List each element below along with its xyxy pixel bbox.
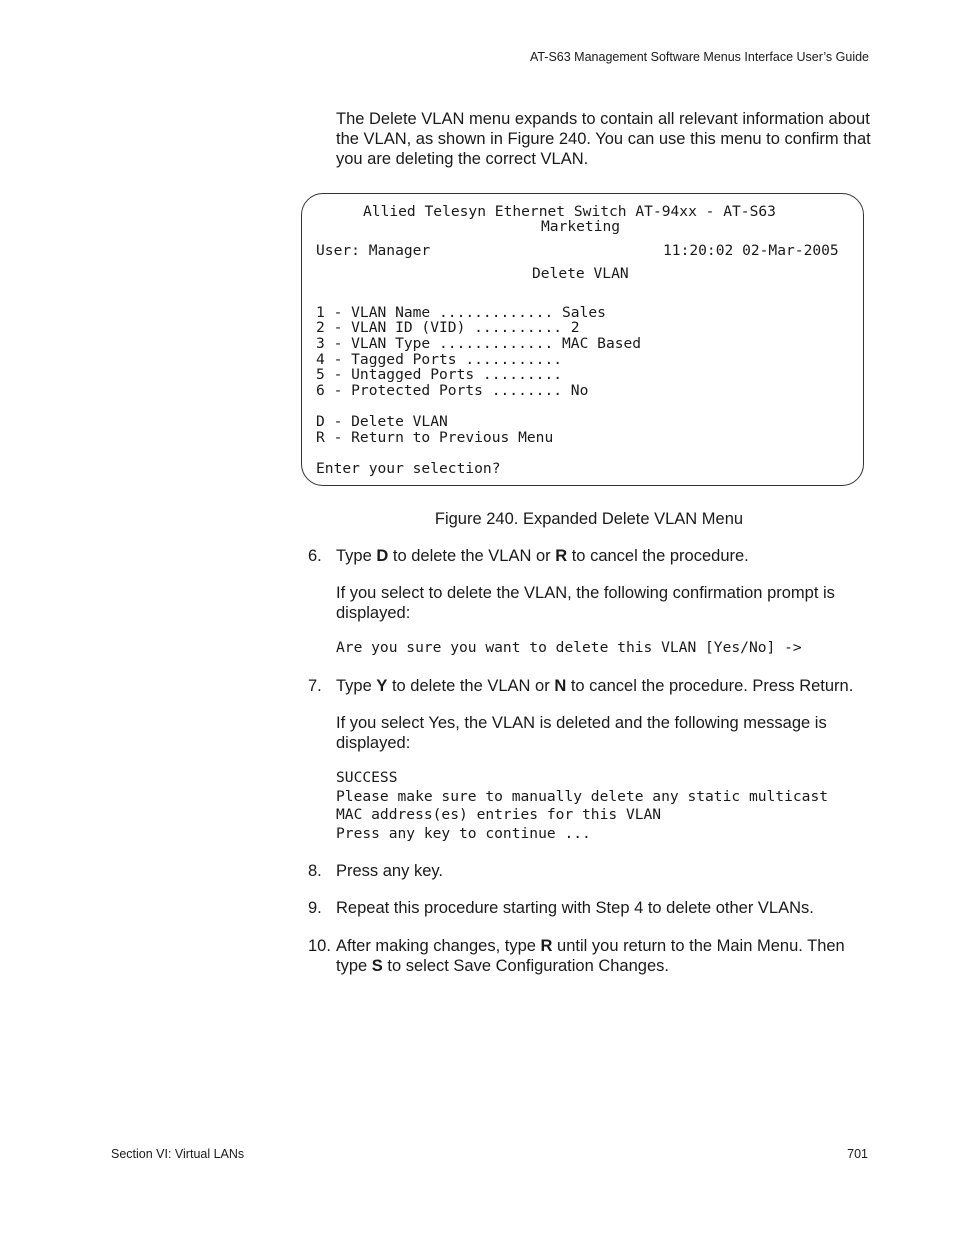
step-number: 7. (308, 677, 322, 695)
step-number: 9. (308, 899, 322, 917)
step-8 (308, 861, 878, 881)
step-text: Type Y to delete the VLAN or N to cancel the procedure. Press Return. (336, 677, 854, 695)
running-header: AT-S63 Management Software Menus Interface User’s Guide (529, 50, 869, 64)
success-message-line: Press any key to continue ... (336, 825, 591, 842)
confirmation-prompt: Are you sure you want to delete this VLAN [Yes/No] -> (336, 639, 802, 656)
success-message-line: Please make sure to manually delete any static multicast (336, 788, 829, 805)
step-6 (308, 546, 878, 566)
terminal-menu-title: Delete VLAN (532, 265, 629, 282)
figure-caption: Figure 240. Expanded Delete VLAN Menu (434, 510, 744, 528)
menu-item: 1 - VLAN Name ............. Sales (316, 304, 606, 321)
intro-paragraph: The Delete VLAN menu expands to contain all relevant information about the VLAN, as shown in Figure 240. You can use this menu to confirm that you are deleting the correct VLAN. (336, 110, 871, 168)
terminal-screen (301, 193, 864, 486)
menu-item: 6 - Protected Ports ........ No (316, 382, 589, 399)
terminal-user: User: Manager (316, 242, 431, 259)
menu-action: R - Return to Previous Menu (316, 429, 554, 446)
step-text: Type D to delete the VLAN or R to cancel the procedure. (336, 547, 749, 565)
step-9 (308, 898, 878, 918)
terminal-prompt: Enter your selection? (316, 460, 501, 477)
footer-section: Section VI: Virtual LANs (111, 1147, 245, 1161)
step-text: After making changes, type R until you return to the Main Menu. Then type S to select Save Configuration Changes. (336, 937, 845, 975)
step-text: Repeat this procedure starting with Step 4 to delete other VLANs. (336, 899, 814, 917)
step-7-paragraph: If you select Yes, the VLAN is deleted and the following message is displayed: (336, 714, 827, 752)
footer-page-number: 701 (847, 1147, 868, 1161)
step-10 (308, 936, 878, 976)
step-6-paragraph: If you select to delete the VLAN, the following confirmation prompt is displayed: (336, 584, 835, 622)
terminal-title: Allied Telesyn Ethernet Switch AT-94xx - AT-S63 (363, 203, 776, 220)
terminal-datetime: 11:20:02 02-Mar-2005 (663, 242, 839, 259)
menu-item: 2 - VLAN ID (VID) .......... 2 (316, 319, 580, 336)
menu-item: 4 - Tagged Ports ........... (316, 351, 563, 368)
step-number: 10. (308, 937, 331, 955)
success-message-line: MAC address(es) entries for this VLAN (336, 806, 662, 823)
step-number: 8. (308, 862, 322, 880)
menu-item: 3 - VLAN Type ............. MAC Based (316, 335, 642, 352)
success-message-line: SUCCESS (336, 769, 398, 786)
terminal-subtitle: Marketing (541, 218, 621, 235)
step-number: 6. (308, 547, 322, 565)
menu-action: D - Delete VLAN (316, 413, 448, 430)
menu-item: 5 - Untagged Ports ......... (316, 366, 563, 383)
step-text: Press any key. (336, 862, 443, 880)
step-7 (308, 676, 878, 696)
